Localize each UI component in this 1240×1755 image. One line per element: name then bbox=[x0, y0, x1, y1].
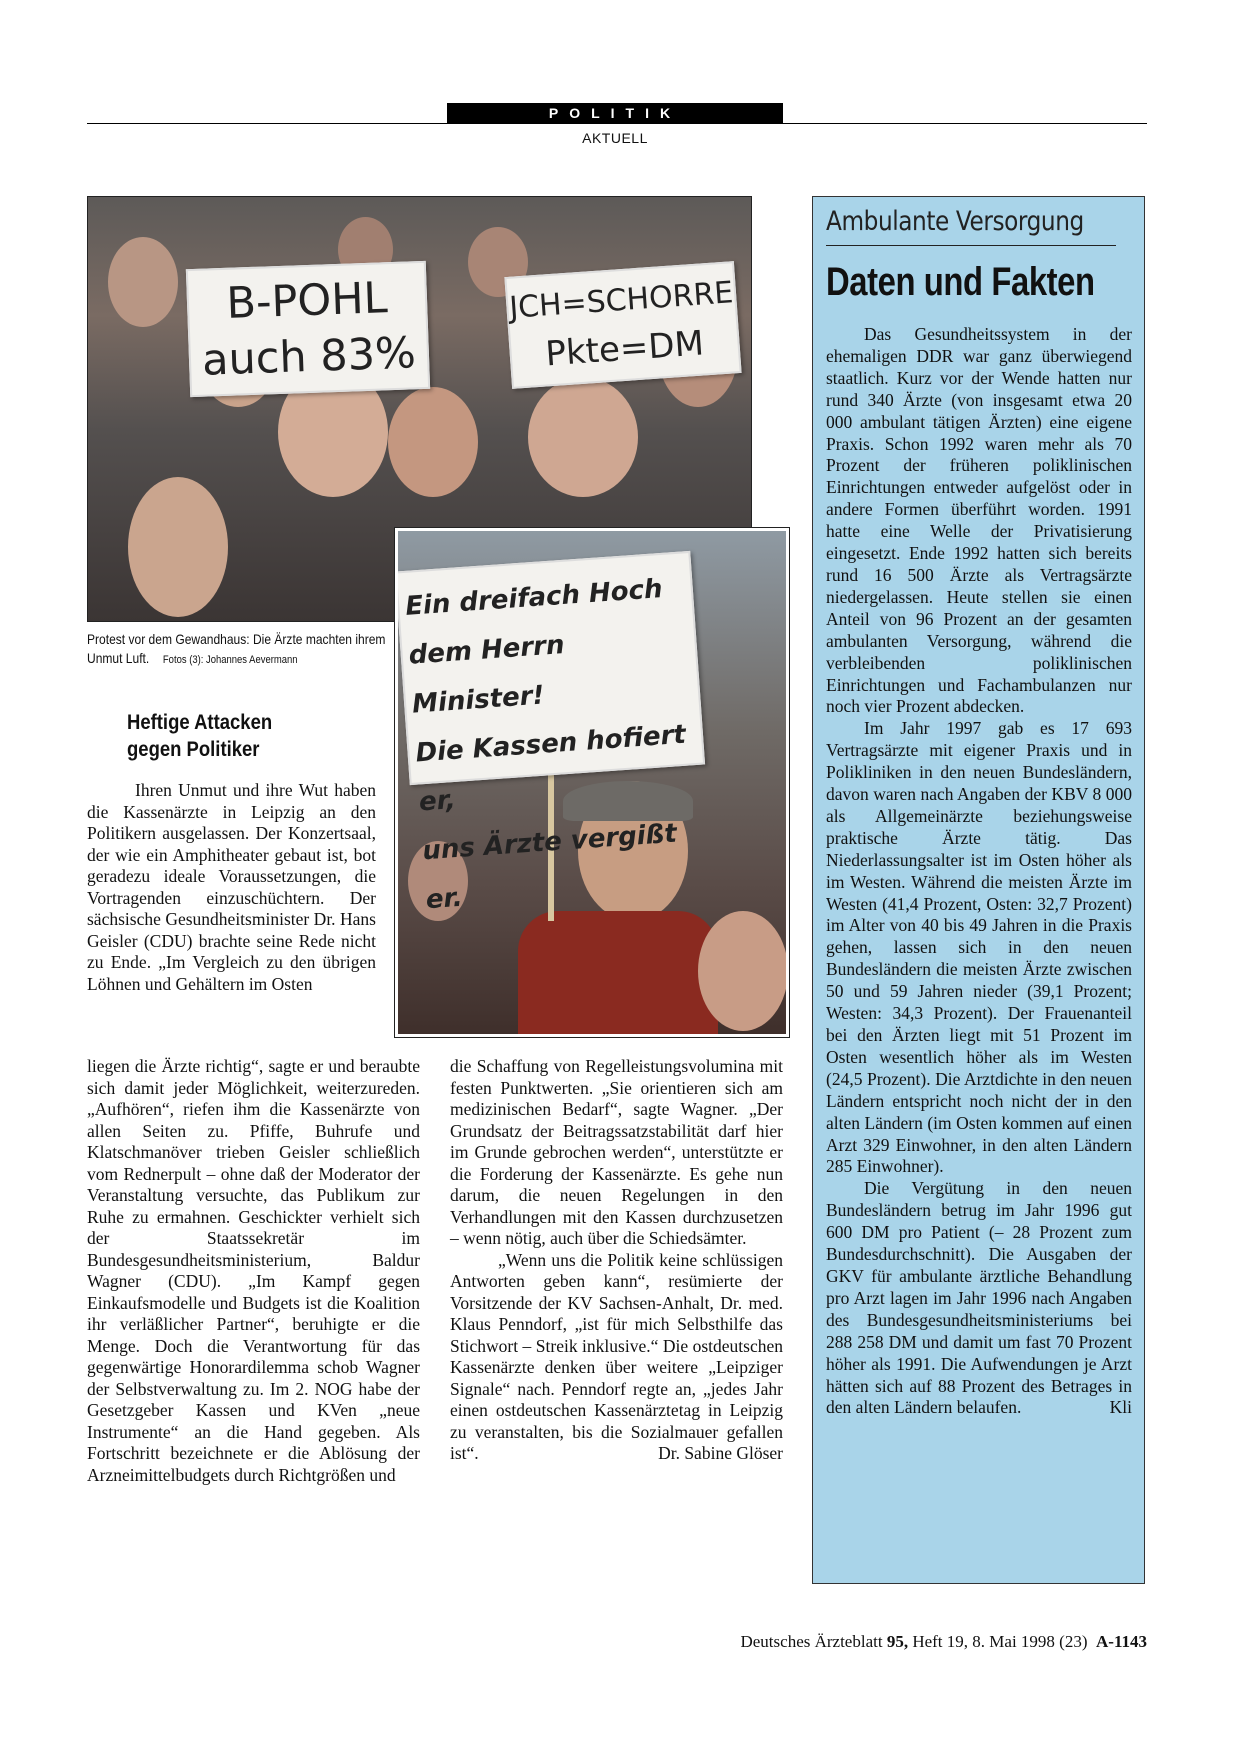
sidebar-kicker: Ambulante Versorgung bbox=[826, 206, 1084, 237]
caption-text: Protest vor dem Gewandhaus: Die Ärzte machten ihrem Unmut Luft. bbox=[87, 631, 386, 666]
sign-text-line: dem Herrn Minister! bbox=[407, 629, 566, 720]
sign-text-line: Ein dreifach Hoch bbox=[404, 574, 664, 622]
paragraph-text: Die Vergütung in den neuen Bundesländern betrug im Jahr 1996 gut 600 DM pro Patient (– 28 Prozent zum Bundesdurchschnitt). Die Ausgaben der GKV für ambulante ärztliche Behandlung pro Arzt lagen im Jahr 1996 nach Angaben des Bundesgesundheitsministeriums bei 288 258 DM und damit um fast 70 Prozent höher als 1991. Die Aufwendungen je Arzt hätten sich auf 88 Prozent des Betrages in den alten Ländern belaufen. bbox=[826, 1178, 1132, 1418]
article-paragraph bbox=[450, 1250, 783, 1465]
sidebar-title: Daten und Fakten bbox=[826, 260, 1095, 304]
protest-sign-schorre bbox=[504, 261, 741, 389]
photo-credit: Fotos (3): Johannes Aevermann bbox=[162, 654, 298, 666]
headline-line: Heftige Attacken bbox=[127, 711, 273, 734]
sign-text-line: Pkte=DM bbox=[544, 323, 706, 375]
sidebar-paragraph: Im Jahr 1997 gab es 17 693 Vertragsärzte mit eigener Praxis und in Polikliniken in den neuen Bundesländern, davon waren nach Angaben der KBV 8 000 als Allgemeinärzte beziehungsweise praktische Ärzte tätig. Das Niederlassungsalter ist im Osten höher als im Westen. Während die meisten Ärzte im Westen (41,4 Prozent, Osten: 32,7 Prozent) im Alter von 40 bis 49 Jahren in die Praxis gehen, lassen sich in den neuen Bundesländern die meisten Ärzte zwischen 50 und 59 Jahren nieder (39,1 Prozent; Westen: 34,3 Prozent). Der Frauenanteil bei den Ärzten liegt mit 51 Prozent im Osten wesentlich höher als im Westen (24,5 Prozent). Die Arztdichte in den neuen Ländern entspricht noch nicht der in den alten Ländern (im Osten kommen auf einen Arzt 329 Einwohner, in den alten Ländern 285 Einwohner). bbox=[826, 718, 1132, 1177]
article-paragraph: die Schaffung von Regelleistungsvolumina mit festen Punktwerten. „Sie orientieren sich am medizinischen Bedarf“, sagte Wagner. „Der Grundsatz der Beitragssatzstabilität darf hier im Grunde gebrochen werden“, unterstützte er die Forderung der Kassenärzte. Es gehe nun darum, die neuen Regelungen in den Verhandlungen mit den Kassen durchzusetzen – wenn nötig, auch über die Schiedsämter. bbox=[450, 1056, 783, 1248]
section-label: POLITIK bbox=[447, 103, 783, 123]
article-column-1-bottom bbox=[87, 1056, 420, 1486]
sidebar-body bbox=[826, 324, 1132, 1419]
sidebar-paragraph bbox=[826, 1178, 1132, 1419]
article-paragraph: liegen die Ärzte richtig“, sagte er und beraubte sich damit jeder Möglichkeit, weiterzureden. „Aufhören“, riefen ihm die Kassenärzte von allen Seiten zu. Pfiffe, Buhrufe und Klatschmanöver trieben Geisler schließlich vom Rednerpult – ohne daß der Moderator der Veranstaltung versuchte, das Publikum zur Ruhe zu ermahnen. Geschickter verhielt sich der Staatssekretär im Bundesgesundheitsministerium, Baldur Wagner (CDU). „Im Kampf gegen Einkaufsmodelle und Budgets ist die Koalition ihr verläßlicher Partner“, beruhigte er die Menge. Doch die Verantwortung für das gegenwärtige Honorardilemma schob Wagner der Selbstverwaltung zu. Im 2. NOG habe der Gesetzgeber Kassen und KVen „neue Instrumente“ an die Hand gegeben. Als Fortschritt bezeichnete er die Ablösung der Arzneimittelbudgets durch Richtgrößen und bbox=[87, 1056, 420, 1485]
sign-text-line: B-POHL bbox=[225, 273, 389, 329]
photo-caption bbox=[87, 630, 388, 670]
protest-photo-banner bbox=[395, 528, 789, 1037]
footer-volume: 95, bbox=[886, 1632, 909, 1651]
footer-page-number: A-1143 bbox=[1096, 1632, 1147, 1651]
article-headline bbox=[127, 709, 365, 763]
sign-text-line: JCH=SCHORRE bbox=[508, 275, 735, 326]
protest-sign-minister bbox=[395, 551, 705, 916]
subsection-label: AKTUELL bbox=[582, 130, 648, 146]
header-rule bbox=[87, 123, 1147, 124]
sidebar-kicker-rule bbox=[826, 245, 1116, 246]
page-footer bbox=[600, 1632, 1147, 1652]
sidebar-paragraph: Das Gesundheitssystem in der ehemaligen DDR war ganz überwiegend staatlich. Kurz vor der Wende hatten nur rund 340 Ärzte (von insgesamt etwa 20 000 ambulant tätigen Ärzten) eine eigene Praxis. Schon 1992 waren mehr als 70 Prozent der früheren poliklinischen Einrichtungen entweder aufgelöst oder in andere Formen überführt worden. 1991 hatte eine Welle der Privatisierung eingesetzt. Ende 1992 hatten sich bereits rund 16 500 Ärzte als Vertragsärzte niedergelassen. Heute stellen sie einen Anteil von 96 Prozent an der gesamten ambulanten Versorgung, während die verbleibenden poliklinischen Einrichtungen und Fachambulanzen nur noch vier Prozent abdecken. bbox=[826, 324, 1132, 717]
article-column-2 bbox=[450, 1056, 783, 1465]
footer-issue: Heft 19, 8. Mai 1998 (23) bbox=[912, 1632, 1088, 1651]
paragraph-text: „Wenn uns die Politik keine schlüssigen Antworten geben kann“, resümierte der Vorsitzende der KV Sachsen-Anhalt, Dr. med. Klaus Penndorf, „ist für mich Selbsthilfe das Stichwort – Streik inklusive.“ Die ostdeutschen Kassenärzte denken über weitere „Leipziger Signale“ nach. Penndorf regte an, „jedes Jahr einen ostdeutschen Kassenärztetag in Leipzig zu veranstalten, bis die Sozialmauer gefallen ist“. bbox=[450, 1249, 783, 1463]
protest-sign-b-pohl bbox=[186, 261, 430, 397]
article-column-1-top bbox=[87, 780, 376, 995]
footer-journal: Deutsches Ärzteblatt bbox=[740, 1632, 883, 1651]
article-paragraph: Ihren Unmut und ihre Wut haben die Kassenärzte in Leipzig an den Politikern ausgelassen. Der Konzertsaal, der wie ein Amphitheater gebaut ist, bot geradezu ideale Voraussetzungen, die Vortragenden einzuschüchtern. Der sächsische Gesundheitsminister Dr. Hans Geisler (CDU) brachte seine Rede nicht zu Ende. „Im Vergleich zu den übrigen Löhnen und Gehältern im Osten bbox=[87, 780, 376, 994]
sign-text-line: Die Kassen hofiert er, bbox=[414, 719, 687, 818]
sidebar-author: Kli bbox=[1109, 1397, 1132, 1418]
sign-text-line: uns Ärzte vergißt er. bbox=[421, 818, 678, 916]
article-author: Dr. Sabine Glöser bbox=[658, 1443, 783, 1463]
sign-text-line: auch 83% bbox=[201, 328, 417, 386]
headline-line: gegen Politiker bbox=[127, 738, 260, 761]
